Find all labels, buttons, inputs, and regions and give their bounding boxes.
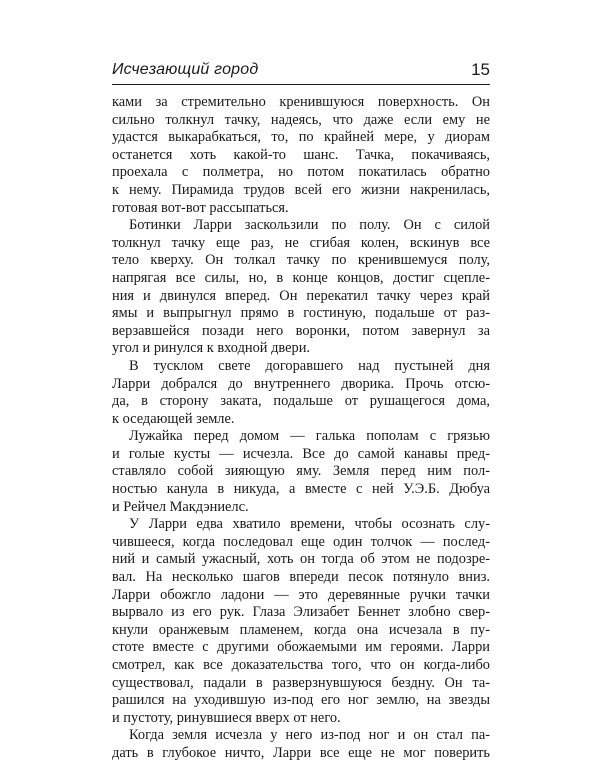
text-line: В тусклом свете догоравшего над пустыней дня [129,357,490,374]
text-line: напрягая все силы, но, в конце концов, достиг сцепле- [112,269,490,286]
text-line: существовал, падали в разверзнувшуюся бездну. Он та- [112,674,490,691]
text-line: проехала с полметра, но потом покатилась обратно [112,164,490,181]
text-line: толкнул тачку еще раз, не сгибая колен, вскинув все [112,234,490,251]
text-line: сильно толкнул тачку, надеясь, что даже если ему не [112,111,490,128]
text-line: готовая вот-вот рассыпаться. [112,199,289,216]
text-line: верзавшейся позади него воронки, потом завернул за [112,322,490,339]
text-line: смотрел, как все доказательства того, что он когда-либо [112,657,490,673]
text-line: Ларри обожгло ладони — это деревянные ручки тачки [112,586,490,603]
text-line: ками за стремительно кренившуюся поверхность. Он [112,94,490,110]
text-line: чившееся, когда последовал еще один толчок — послед- [112,533,490,550]
text-line: вал. На несколько шагов впереди песок потянуло вниз. [112,569,490,586]
text-line: дать в глубокое ничто, Ларри все еще не мог поверить [112,744,490,761]
text-line: угол и ринулся к входной двери. [112,340,311,357]
text-line: ний и самый ужасный, хоть он тогда об этом не подозре- [112,551,490,568]
text-line: останется хоть какой-то шанс. Тачка, покачиваясь, [112,146,490,163]
body-text [112,94,490,763]
text-line: и Рейчел Макдэниелс. [112,498,249,515]
text-line: ностью канула в никуда, а вместе с ней У.Э.Б. Дюбуа [112,481,490,498]
running-title: Исчезающий город [112,61,259,78]
text-line: к нему. Пирамида трудов всей его жизни накренилась, [112,181,490,198]
text-line: Когда земля исчезла у него из-под ног и он стал па- [129,727,490,744]
page-number: 15 [471,60,490,79]
text-line: вырвало из его рук. Глаза Элизабет Беннет злобно свер- [112,604,490,621]
header-rule [112,84,490,85]
text-line: ямы и выпрыгнул прямо в гостиную, подальше от раз- [112,305,490,322]
text-line: удастся выкарабкаться, то, по крайней мере, у диорам [112,129,490,146]
text-line: к оседающей земле. [112,410,235,427]
text-line: тело кверху. Он толкал тачку по кренившемуся полу, [112,252,490,269]
text-line: ставляло собой зияющую яму. Земля перед ним пол- [112,463,490,480]
text-line: Лужайка перед домом — галька пополам с грязью [129,428,490,445]
text-line: У Ларри едва хватило времени, чтобы осознать слу- [129,516,490,533]
text-line: стоте вместе с другими обожаемыми им героями. Ларри [112,639,490,656]
text-line: ния и двинулся вперед. Он перекатил тачку через край [112,287,490,304]
text-line: рашился на уходившую из-под его ног землю, на звезды [112,692,490,709]
running-header [112,58,490,84]
text-line: кнули оранжевым пламенем, когда она исчезала в пу- [112,621,490,638]
text-line: и голые кусты — исчезла. Все до самой канавы пред- [112,445,490,462]
text-line: Ботинки Ларри заскользили по полу. Он с силой [129,217,490,234]
text-line: и пустоту, ринувшиеся вверх от него. [112,709,341,726]
text-line: да, в сторону заката, подальше от рушащегося дома, [112,393,490,410]
text-line: Ларри добрался до внутреннего дворика. Прочь отсю- [112,375,490,392]
